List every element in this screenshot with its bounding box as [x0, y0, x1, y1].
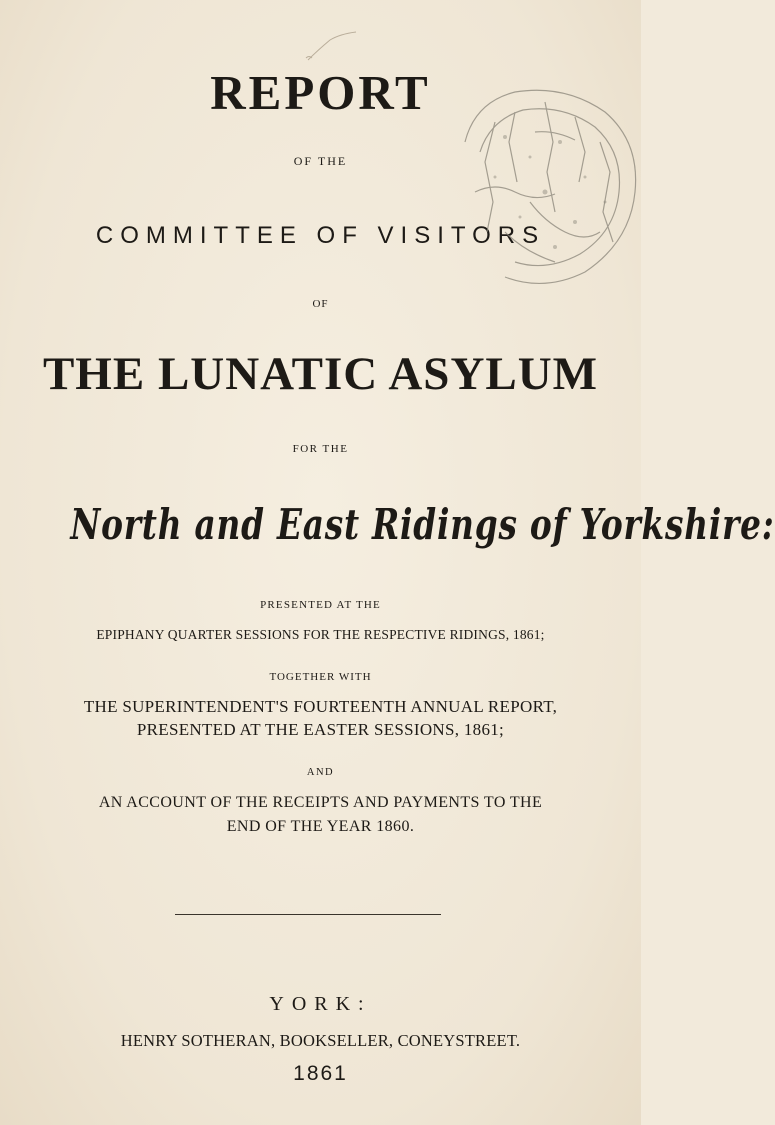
for-the-text: FOR THE	[292, 443, 349, 455]
account-line-1: AN ACCOUNT OF THE RECEIPTS AND PAYMENTS TO THE	[98, 794, 543, 811]
superintendent-line-2: PRESENTED AT THE EASTER SESSIONS, 1861;	[136, 720, 505, 739]
imprint-publisher: HENRY SOTHERAN, BOOKSELLER, CONEYSTREET.	[120, 1031, 521, 1050]
account-line-2: END OF THE YEAR 1860.	[226, 818, 415, 835]
and-text: AND	[306, 767, 335, 778]
ridings-heading: North and East Ridings of Yorkshire:	[70, 500, 775, 549]
library-stamp-icon	[435, 82, 645, 302]
of-text: OF	[312, 298, 329, 310]
superintendent-line-1: THE SUPERINTENDENT'S FOURTEENTH ANNUAL REPORT,	[83, 697, 558, 716]
presented-at-text: PRESENTED AT THE	[260, 599, 381, 611]
committee-heading: COMMITTEE OF VISITORS	[95, 222, 546, 249]
imprint-place: YORK:	[269, 993, 372, 1015]
divider-rule	[175, 914, 441, 915]
institution-heading: THE LUNATIC ASYLUM	[42, 348, 599, 400]
together-with-text: TOGETHER WITH	[269, 671, 372, 683]
of-the-text: OF THE	[293, 154, 348, 168]
sessions-line: EPIPHANY QUARTER SESSIONS FOR THE RESPECTIVE RIDINGS, 1861;	[96, 627, 545, 642]
pencil-mark-icon	[300, 28, 360, 64]
report-title: REPORT	[210, 65, 431, 120]
imprint-year: 1861	[293, 1062, 348, 1085]
